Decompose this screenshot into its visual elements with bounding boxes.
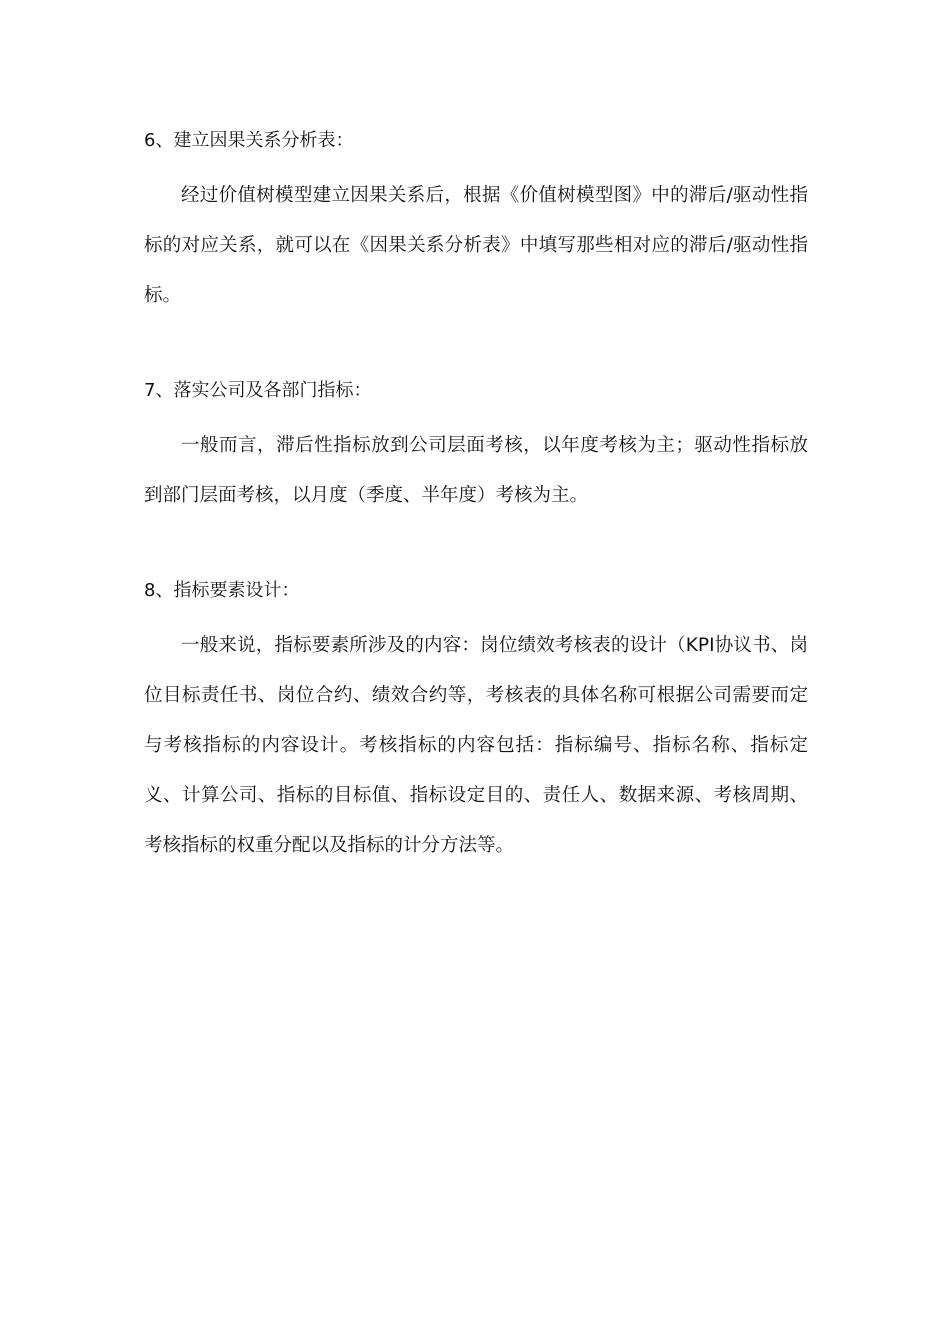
section-8-body: 一般来说，指标要素所涉及的内容：岗位绩效考核表的设计（KPI协议书、岗位目标责任书、岗位合约、绩效合约等，考核表的具体名称可根据公司需要而定与考核指标的内容设计。考核指标的内容包括：指标编号、指标名称、指标定义、计算公司、指标的目标值、指标设定目的、责任人、数据来源、考核周期、考核指标的权重分配以及指标的计分方法等。 (144, 635, 808, 856)
section-6-body: 经过价值树模型建立因果关系后，根据《价值树模型图》中的滞后/驱动性指标的对应关系，就可以在《因果关系分析表》中填写那些相对应的滞后/驱动性指标。 (144, 185, 808, 306)
document-content (144, 121, 808, 871)
section-8 (144, 571, 808, 871)
section-8-heading: 8、指标要素设计： (144, 580, 300, 601)
section-7 (144, 371, 808, 521)
section-7-heading: 7、落实公司及各部门指标： (144, 380, 372, 401)
section-6 (144, 121, 808, 321)
section-6-heading: 6、建立因果关系分析表： (144, 130, 354, 151)
section-7-body: 一般而言，滞后性指标放到公司层面考核，以年度考核为主；驱动性指标放到部门层面考核，以月度（季度、半年度）考核为主。 (144, 435, 808, 506)
